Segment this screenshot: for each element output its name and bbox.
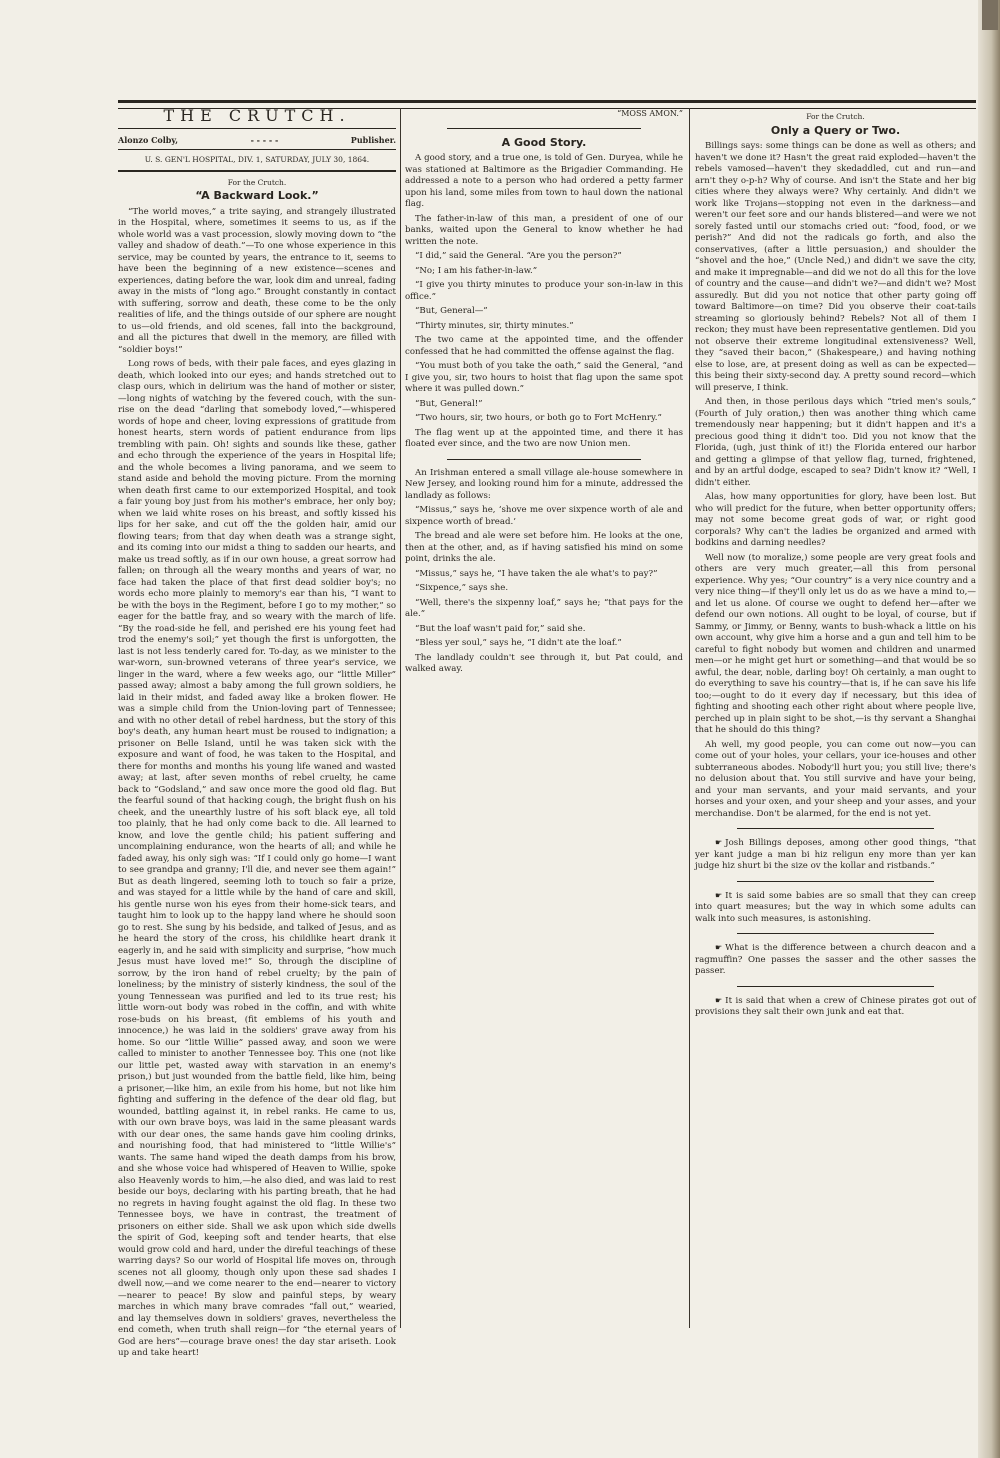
article-paragraph: “Bless yer soul,” says he, “I didn't ate the loaf.” — [415, 638, 622, 648]
article-paragraph: “Well, there's the sixpenny loaf,” says he; “that pays for the ale.” — [405, 597, 683, 619]
article-paragraph: The flag went up at the appointed time, and there it has floated ever since, and the two are now Union men. — [405, 427, 683, 449]
article-paragraph: “But the loaf wasn't paid for,” said she. — [415, 623, 586, 634]
publisher-label: Publisher. — [350, 134, 396, 145]
column-rule — [689, 108, 690, 1328]
article-paragraph: “Thirty minutes, sir, thirty minutes.” — [415, 320, 574, 331]
article-paragraph: “Missus,” says he, ‘shove me over sixpence worth of ale and sixpence worth of bread.’ — [405, 505, 683, 527]
article-paragraph: “I give you thirty minutes to produce your son-in-law in this office.” — [405, 280, 683, 302]
column-1 — [118, 106, 396, 1358]
article-paragraph: Alas, how many opportunities for glory, have been lost. But who will predict for the future, when better opportunity offers; may not some become great gods of war, or right good corporals? Why can't the ladies be organized and armed with bodkins and darning needles? — [695, 492, 976, 548]
section-divider — [447, 459, 642, 460]
article-paragraph: “But, General—” — [415, 306, 488, 316]
article-title: A Good Story. — [501, 135, 587, 149]
pointing-hand-icon: ☛ — [715, 838, 723, 847]
article-paragraph: “Sixpence,” says she. — [415, 583, 509, 593]
short-item — [695, 942, 976, 978]
article-paragraph: The two came at the appointed time, and the offender confessed that he had committed the offense against the flag. — [405, 335, 683, 357]
article-paragraph: An Irishman entered a small village ale-house somewhere in New Jersey, and looking round him for a minute, addressed the landlady as follows: — [405, 467, 683, 501]
article-paragraph: “The world moves,” a trite saying, and strangely illustrated in the Hospital, where, sometimes it seems to us, as if the whole world was a vast procession, slowly moving down to “the valley and shadow of death.”—To one whose experience in this service, may be counted by years, the entrance to it, seems to have been the beginning of a new existence—scenes and experiences, dating before the war, look dim and unreal, fading away in the mists of “long ago.” Brought constantly in contact with suffering, sorrow and death, these come to be the only realities of life, and the things outside of our sphere are nought to us—old friends, and old scenes, fall into the background, and all the pictures that dwell in the memory, are filled with “soldier boys!” — [118, 206, 396, 355]
section-divider — [447, 128, 642, 129]
short-item-text: It is said some babies are so small that they can creep into quart measures; but the way in which some adults can walk into such measures, is astonishing. — [695, 890, 976, 924]
section-divider — [737, 828, 934, 829]
article-paragraph: The landlady couldn't see through it, but Pat could, and walked away. — [405, 652, 683, 674]
section-divider — [737, 986, 934, 987]
column-3 — [695, 108, 976, 1328]
article-signature: “MOSS AMON.” — [617, 109, 683, 118]
article-paragraph: Well now (to moralize,) some people are very great fools and others are very much greater,—all this from personal experience. Why yes; “Our country” is a very nice country and a very nice thing—if they'll only let us do as we have a mind to,—and let us alone. Of course we ought to defend her—after we defend our own notions. All ought to be loyal, of course, but if Sammy, or Jimmy, or Benny, wants to bush-whack a little on his own account, why give him a horse and a gun and tell him to be careful to fight nobody but women and children and unarmed men—or he might get hurt or something—and that would be so awful, the dear, noble, darling boy! Oh certainly, a man ought to do everything to save his country—that is, if he can save his life too;—ought to do it every day if necessary, but this idea of fighting and shooting each other right about where people live, perched up in plain sight to be shot,—is thy servant a Shanghai that he should do this thing? — [695, 552, 976, 735]
article-title: Only a Query or Two. — [770, 123, 901, 137]
short-item — [695, 890, 976, 926]
pointing-hand-icon: ☛ — [715, 890, 723, 900]
article-paragraph: “But, General!” — [415, 398, 483, 409]
pointing-hand-icon: ☛ — [715, 995, 723, 1005]
article-title: “A Backward Look.” — [195, 189, 319, 202]
article-paragraph: And then, in those perilous days which “tried men's souls,” (Fourth of July oration,) then was another thing which came tremendously near happening; but it didn't happen and it's a precious good thing it didn't too. Did you not know that the Florida, (ugh, just think of it!) the Florida entered our harbor and getting a glimpse of that yellow flag, turned, frightened, and by an artful dodge, escaped to sea? Didn't know it? “Well, I didn't either. — [695, 397, 976, 488]
short-item-text: What is the difference between a church deacon and a ragmuffin? One passes the sasser and the other sasses the passer. — [695, 943, 976, 976]
article-paragraph: The father-in-law of this man, a president of one of our banks, waited upon the General to know whether he had written the note. — [405, 213, 683, 247]
article-paragraph: A good story, and a true one, is told of Gen. Duryea, while he was stationed at Baltimore as the Brigadier Commanding. He addressed a note to a person who had ordered a petty farmer upon his land, some miles from town to haul down the national flag. — [405, 153, 683, 209]
pointing-hand-icon: ☛ — [715, 943, 723, 952]
short-item — [695, 837, 976, 873]
article-paragraph: “I did,” said the General. “Are you the person?” — [415, 251, 622, 261]
dateline: U. S. GEN'L HOSPITAL, DIV. 1, SATURDAY, JULY 30, 1864. — [118, 150, 396, 172]
article-paragraph: “Two hours, sir, two hours, or both go to Fort McHenry.” — [415, 413, 662, 423]
for-line: For the Crutch. — [227, 177, 287, 187]
section-divider — [737, 881, 934, 882]
article-paragraph: The bread and ale were set before him. He looks at the one, then at the other, and, as if having satisfied his mind on some point, drinks the ale. — [405, 531, 683, 564]
article-paragraph: “No; I am his father-in-law.” — [415, 265, 538, 276]
short-item-text: It is said that when a crew of Chinese pirates got out of provisions they salt their own junk and eat that. — [695, 995, 976, 1017]
spine-mark — [982, 0, 998, 30]
article-paragraph: Billings says: some things can be done as well as others; and haven't we done it? Hasn't the great raid exploded—haven't the rebels vamosed—haven't they skedaddled, cut and run—and arn't they o-p-h? Why of course. And isn't the State and her big cities where they always were? Why certainly. And didn't we work like Trojans—stopping not even in the darkness—and weren't our feet sore and our hands blistered—and were we not sorely fasted until our stomachs cried out: “food, food, or we perish?” And did not the radicals go forth, and also the conservatives, (after a little persuasion,) and shoulder the “shovel and the hoe,” (Uncle Ned,) and didn't we save the city, and make it impregnable—and did we not do all this for the love of country and the cause—and didn't we?—and didn't we? Most assuredly. But did you not notice that other party going off toward Baltimore—on time? Did you observe their coat-tails streaming so gloriously behind? Rebels? Not all of them I reckon; they must have been representative gentlemen. Did you not observe their extreme longitudinal extensiveness? Well, they “saved their bacon,” (Shakespeare,) and having nothing else to lose, are, at present doing as well as can be expected—this being their sixty-second day. A pretty sound record—which will preserve, I think. — [695, 141, 976, 393]
column-2 — [405, 108, 683, 1328]
short-item-text: Josh Billings deposes, among other good things, “that yer kant judge a man bi hiz religun eny more than yer kan judge hiz shurt bi the size ov the kollar and ristbands.” — [695, 838, 976, 871]
binding-spine — [978, 0, 1000, 1458]
publisher-row — [118, 132, 396, 151]
publisher-dashes: - - - - - — [250, 134, 279, 145]
article-paragraph: “You must both of you take the oath,” said the General, “and I give you, sir, two hours to hoist that flag upon the same spot where it was pulled down.” — [405, 361, 683, 394]
column-rule — [400, 108, 401, 1328]
section-divider — [737, 933, 934, 934]
short-item — [695, 995, 976, 1019]
publisher-name: Alonzo Colby, — [118, 134, 179, 145]
masthead-title: THE CRUTCH. — [118, 108, 396, 129]
article-paragraph: Long rows of beds, with their pale faces, and eyes glazing in death, which looked into our eyes; and hands stretched out to clasp ours, which in delirium was the hand of mother or sister,—long nights of watching by the fevered couch, with the sun-rise on the dead “darling that somebody loved,”—whispered words of hope and cheer, loving expressions of gratitude from honest hearts, stern words of patient endurance from lips trembling with pain. Oh! sights and sounds like these, gather and echo through the experience of the years in Hospital life; and the whole becomes a living panorama, and we seem to stand aside and behold the moving picture. From the morning when death first came to our extemporized Hospital, and took a fair young boy just from his mother's embrace, her only boy; when we laid white roses on his breast, and softly kissed his lips for her sake, and cut off the the golden hair, amid our flowing tears; from that day when death was a strange sight, and its coming into our midst a thing to sadden our hearts, and make us tread softly, as if in our own house, a great sorrow had fallen; on through all the weary months and years of war, no face had taken the place of that first dead soldier boy's; no words echo more plainly to memory's ear than his, “I want to be with the boys in the Regiment, before I go to my mother,” so eager for the battle fray, and so weary with the march of life. “By the road-side he fell, and perished ere his young feet had trod the enemy's soil;” yet though the first is unforgotten, the last is not less tenderly cared for. To-day, as we minister to the war-worn, sun-browned veterans of three year's service, we linger in the ward, where a few weeks ago, our “little Miller” passed away; almost a baby among the full grown soldiers, he laid in their midst, and faded away like a broken flower. He was a simple child from the Union-loving part of Tennessee; and with no other detail of rebel hardness, but the story of this boy's death, any human heart must be roused to indignation; a prisoner on Belle Island, until he was taken sick with the exposure and want of food, he was taken to the Hospital, and there for months and months his young life waned and wasted away; at last, after seven months of rebel cruelty, he came back to “Godsland,” and saw once more the good old flag. But the fearful sound of that hacking cough, the bright flush on his cheek, and the unearthly lustre of his soft black eye, all told too plainly, that he had only come back to die. All learned to know, and love the gentle child; his patient suffering and uncomplaining endurance, won the hearts of all; and while he faded away, his only sigh was: “If I could only go home—I want to see grandpa and granny; I'll die, and never see them again!” But as death lingered, seeming loth to touch so fair a prize, and was stayed for a little while by the hand of care and skill, his gentle nurse won his eyes from their home-sick tears, and taught him to look up to the happy land where he should soon go to rest. She sung by his bedside, and talked of Jesus, and as he heard the story of the cross, his childlike heart drank it eagerly in, and he said with simplicity and surprise, “how much Jesus must have loved me!” So, through the discipline of sorrow, by the iron hand of rebel cruelty; by the pain of loneliness; by the ministry of sisterly kindness, the soul of the young Tennessean was purified and led to its true rest; his little worn-out body was robed in the coffin, and with white rose-buds on his breast, (fit emblems of his youth and innocence,) he was laid in the soldiers' grave away from his home. So our “little Willie” passed away, and soon we were called to minister to another Tennessee boy. This one (not like our little pet, wasted away with starvation in an enemy's prison,) but just wounded from the battle field, like him, being a prisoner,—like him, an exile from his home, but not like him fighting and suffering in the defence of the dear old flag, but wounded, battling against it, in rebel ranks. He came to us, with our own brave boys, was laid in the same pleasant wards with our dear ones, the same hands gave him cooling drinks, and nourishing food, that had ministered to “little Willie's” wants. The same hand wiped the death damps from his brow, and she whose voice had whispered of Heaven to Willie, spoke also Heavenly words to him,—he also died, and was laid to rest beside our boys, declaring with his parting breath, that he had no regrets in having fought against the old flag. In these two Tennessee boys, we have in contrast, the treatment of prisoners on either side. Shall we ask upon which side dwells the spirit of God, keeping soft and tender hearts, that else would grow cold and hard, under the direful teachings of these warring days? So our world of Hospital life moves on, through scenes not all gloomy, though only upon these sad shades I dwell now,—and we come nearer to the end—nearer to victory—nearer to peace! By slow and painful steps, by weary marches in which many brave comrades “fall out,” wearied, and lay themselves down in soldiers' graves, nevertheless the end cometh, when truth shall reign—for “the eternal years of God are hers”—courage brave ones! the day star ariseth. Look up and take heart! — [118, 359, 396, 1358]
article-paragraph: “Missus,” says he, “I have taken the ale what's to pay?” — [415, 568, 658, 579]
article-paragraph: Ah well, my good people, you can come out now—you can come out of your holes, your cellars, your ice-houses and other subterraneous abodes. Nobody'll hurt you; you still live; there's no delusion about that. You still survive and have your being, and your man servants, and your maid servants, and your horses and your oxen, and your sheep and your asses, and your merchandise. Don't be alarmed, for the end is not yet. — [695, 739, 976, 819]
for-line: For the Crutch. — [806, 112, 865, 121]
